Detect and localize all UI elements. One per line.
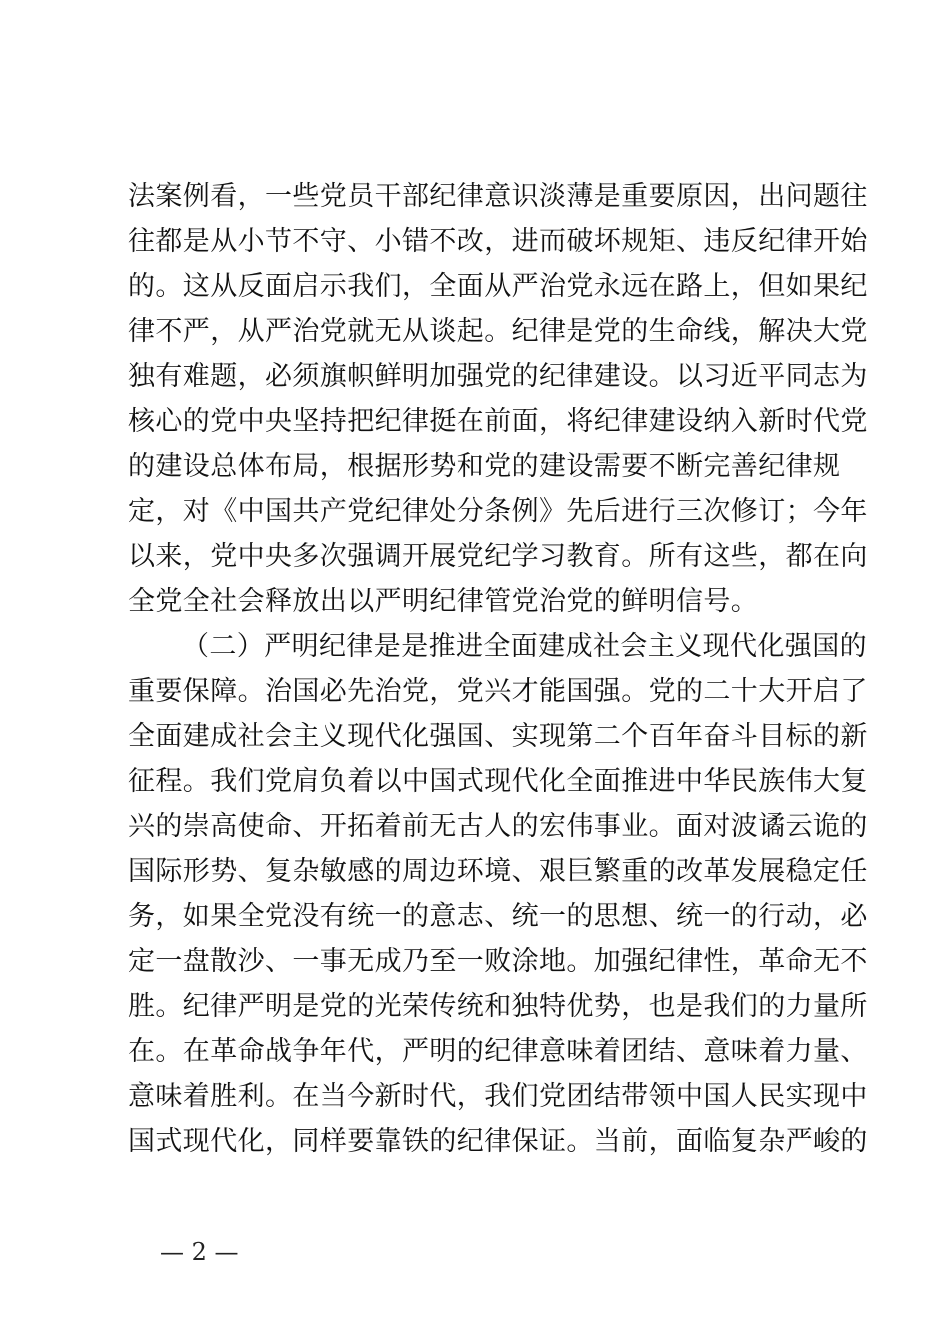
text-line: 的建设总体布局，根据形势和党的建设需要不断完善纪律规 [128,451,841,482]
text-line: 全面建成社会主义现代化强国、实现第二个百年奋斗目标的新 [128,721,868,752]
page-number: — 2 — [160,1238,239,1266]
section-heading-line: （二）严明纪律是是推进全面建成社会主义现代化强国的 [182,631,867,662]
text-line: 律不严，从严治党就无从谈起。纪律是党的生命线，解决大党 [128,316,868,347]
text-line: 全党全社会释放出以严明纪律管党治党的鲜明信号。 [128,586,759,617]
text-line: 的。这从反面启示我们，全面从严治党永远在路上，但如果纪 [128,271,868,302]
text-line: 独有难题，必须旗帜鲜明加强党的纪律建设。以习近平同志为 [128,361,868,392]
text-line: 兴的崇高使命、开拓着前无古人的宏伟事业。面对波谲云诡的 [128,811,868,842]
body-text [128,174,868,1164]
text-line: 务，如果全党没有统一的意志、统一的思想、统一的行动，必 [128,901,868,932]
text-line: 征程。我们党肩负着以中国式现代化全面推进中华民族伟大复 [128,766,868,797]
text-line: 意味着胜利。在当今新时代，我们党团结带领中国人民实现中 [128,1081,868,1112]
text-line: 定一盘散沙、一事无成乃至一败涂地。加强纪律性，革命无不 [128,946,868,977]
text-line: 法案例看，一些党员干部纪律意识淡薄是重要原因，出问题往 [128,181,868,212]
text-line: 在。在革命战争年代，严明的纪律意味着团结、意味着力量、 [128,1036,868,1067]
text-line: 国际形势、复杂敏感的周边环境、艰巨繁重的改革发展稳定任 [128,856,868,887]
text-line: 重要保障。治国必先治党，党兴才能国强。党的二十大开启了 [128,676,868,707]
text-line: 核心的党中央坚持把纪律挺在前面，将纪律建设纳入新时代党 [128,406,868,437]
text-line: 以来，党中央多次强调开展党纪学习教育。所有这些，都在向 [128,541,868,572]
text-line: 国式现代化，同样要靠铁的纪律保证。当前，面临复杂严峻的 [128,1126,868,1157]
text-line: 往都是从小节不守、小错不改，进而破坏规矩、违反纪律开始 [128,226,868,257]
text-line: 定，对《中国共产党纪律处分条例》先后进行三次修订；今年 [128,496,868,527]
text-line: 胜。纪律严明是党的光荣传统和独特优势，也是我们的力量所 [128,991,868,1022]
